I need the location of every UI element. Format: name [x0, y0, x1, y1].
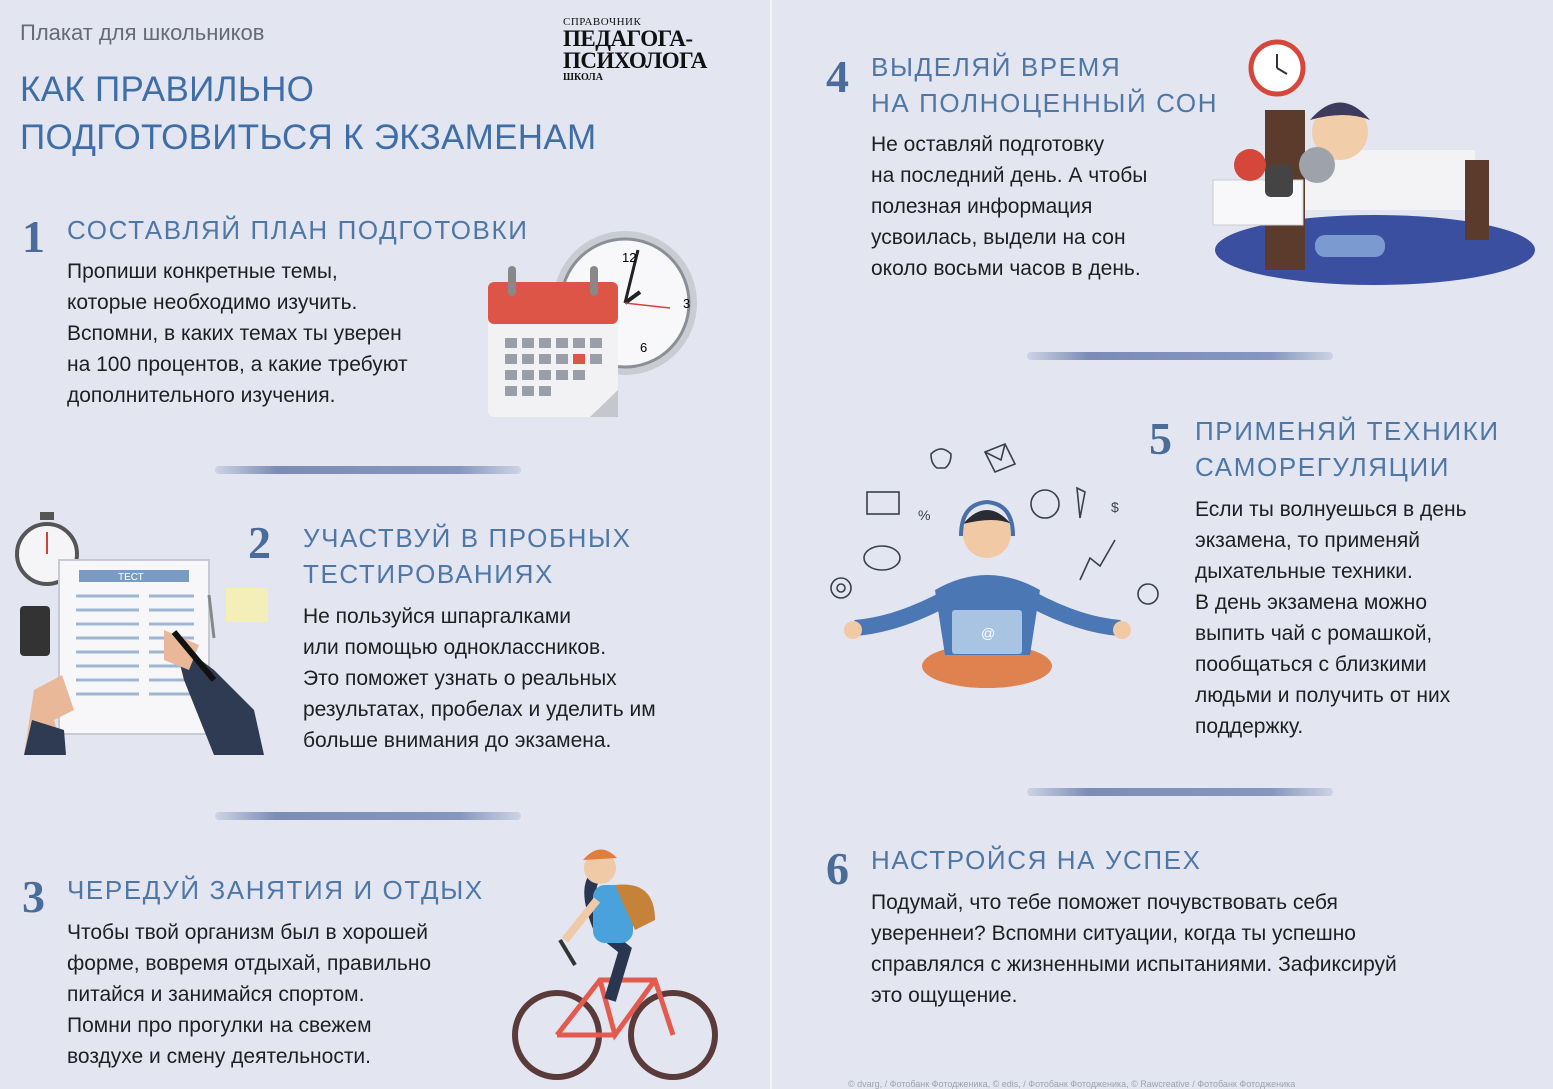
body-line: дополнительного изучения. — [67, 384, 336, 407]
bed-footboard — [1465, 160, 1489, 240]
body-line: Пропиши конкретные темы, — [67, 260, 338, 283]
publisher-logo — [563, 16, 707, 83]
section-2-number: 2 — [248, 517, 271, 568]
body-line: результатах, пробелах и уделить им — [303, 698, 656, 721]
section-1-body — [67, 256, 408, 411]
play-icon — [1138, 584, 1158, 604]
heading-line: ПРИМЕНЯЙ ТЕХНИКИ — [1195, 416, 1500, 446]
logo-line: СПРАВОЧНИК — [563, 16, 642, 28]
wall-clock-icon — [1251, 42, 1303, 94]
body-line: питайся и занимайся спортом. — [67, 983, 365, 1006]
section-6-body — [871, 887, 1397, 1011]
section-4-number: 4 — [826, 51, 849, 102]
envelope-icon — [985, 444, 1015, 472]
phone-icon — [20, 606, 50, 656]
section-6-heading — [871, 842, 1202, 878]
percent-icon: % — [918, 507, 931, 523]
body-line: на последний день. А чтобы — [871, 164, 1148, 187]
body-line: или помощью одноклассников. — [303, 636, 607, 659]
heading-line: ТЕСТИРОВАНИЯХ — [303, 559, 554, 589]
section-5-body — [1195, 494, 1467, 742]
heading-line: УЧАСТВУЙ В ПРОБНЫХ — [303, 523, 632, 553]
body-line: экзамена, то применяй — [1195, 529, 1421, 552]
logo-line: ШКОЛА — [563, 72, 603, 83]
logo-line: ПСИХОЛОГА — [563, 48, 707, 73]
test-sheet-label: ТЕСТ — [118, 572, 144, 583]
growth-chart-icon — [1080, 540, 1115, 580]
slippers-icon — [1315, 235, 1385, 257]
heading-line: НА ПОЛНОЦЕННЫЙ СОН — [871, 88, 1219, 118]
body-line: Это поможет узнать о реальных — [303, 667, 617, 690]
section-6-number: 6 — [826, 843, 849, 894]
sticky-note-icon — [226, 588, 268, 622]
monitor-icon — [867, 492, 899, 514]
body-line: воздухе и смену деятельности. — [67, 1045, 371, 1068]
body-line: Подумай, что тебе поможет почувствовать себя — [871, 891, 1338, 914]
meditation-illustration — [815, 440, 1145, 700]
body-line: поддержку. — [1195, 715, 1304, 738]
section-2-body — [303, 601, 656, 756]
heading-line: ЧЕРЕДУЙ ЗАНЯТИЯ И ОТДЫХ — [67, 875, 484, 905]
stopwatch-small-icon — [1031, 490, 1059, 518]
lightbulb-icon — [931, 449, 951, 468]
cyclist-illustration — [505, 840, 725, 1085]
heading-line: САМОРЕГУЛЯЦИИ — [1195, 452, 1451, 482]
body-line: увереннеи? Вспомни ситуации, когда ты успешно — [871, 922, 1356, 945]
body-line: Если ты волнуешься в день — [1195, 498, 1467, 521]
heading-line: СОСТАВЛЯЙ ПЛАН ПОДГОТОВКИ — [67, 215, 529, 245]
body-line: Не пользуйся шпаргалками — [303, 605, 571, 628]
svg-text:3: 3 — [683, 296, 691, 311]
body-line: людьми и получить от них — [1195, 684, 1451, 707]
body-line: это ощущение. — [871, 984, 1018, 1007]
section-1-heading — [67, 212, 529, 248]
sleeping-illustration — [1205, 40, 1545, 290]
body-line: усвоилась, выдели на сон — [871, 226, 1126, 249]
section-4-body — [871, 129, 1147, 284]
page-divider — [770, 0, 772, 1089]
heading-line: ВЫДЕЛЯЙ ВРЕМЯ — [871, 52, 1122, 82]
photo-credits: © dvarg, / Фотобанк Фотодженика, © edis, / Фотобанк Фотодженика, © Rawcreative / Фотобанк Фотодженика — [848, 1079, 1296, 1089]
logo-line: ПЕДАГОГА- — [563, 26, 693, 51]
section-5-number: 5 — [1149, 413, 1172, 464]
poster-subtitle: Плакат для школьников — [20, 20, 265, 45]
section-4-heading — [871, 49, 1218, 121]
alarm-clock-icon — [1234, 149, 1266, 181]
speech-bubble-icon — [864, 546, 900, 570]
heading-line: НАСТРОЙСЯ НА УСПЕХ — [871, 845, 1202, 875]
exclamation-icon — [1077, 488, 1085, 518]
body-line: которые необходимо изучить. — [67, 291, 358, 314]
body-line: около восьми часов в день. — [871, 257, 1141, 280]
poster-title-line: ПОДГОТОВИТЬСЯ К ЭКЗАМЕНАМ — [20, 118, 597, 157]
body-line: дыхательные техники. — [1195, 560, 1413, 583]
section-1-number: 1 — [22, 211, 45, 262]
test-taking-illustration — [14, 510, 274, 760]
section-divider — [1027, 788, 1333, 796]
section-3-heading — [67, 872, 484, 908]
poster-title — [20, 66, 596, 162]
section-3-number: 3 — [22, 871, 45, 922]
target-icon — [831, 578, 851, 598]
body-line: В день экзамена можно — [1195, 591, 1428, 614]
body-line: больше внимания до экзамена. — [303, 729, 612, 752]
section-divider — [1027, 352, 1333, 360]
body-line: форме, вовремя отдыхай, правильно — [67, 952, 432, 975]
body-line: пообщаться с близкими — [1195, 653, 1427, 676]
section-divider — [215, 812, 521, 820]
svg-text:6: 6 — [640, 340, 648, 355]
body-line: на 100 процентов, а какие требуют — [67, 353, 408, 376]
svg-text:12: 12 — [622, 250, 637, 265]
body-line: выпить чай с ромашкой, — [1195, 622, 1433, 645]
body-line: полезная информация — [871, 195, 1093, 218]
calendar-icon — [488, 266, 618, 417]
body-line: Помни про прогулки на свежем — [67, 1014, 372, 1037]
body-line: Вспомни, в каких темах ты уверен — [67, 322, 402, 345]
body-line: Не оставляй подготовку — [871, 133, 1105, 156]
laptop-symbol: @ — [981, 625, 996, 641]
section-divider — [215, 466, 521, 474]
section-5-heading — [1195, 413, 1500, 485]
body-line: справлялся с жизненными испытаниями. Зафиксируй — [871, 953, 1397, 976]
section-3-body — [67, 917, 431, 1072]
body-line: Чтобы твой организм был в хорошей — [67, 921, 429, 944]
dollar-icon: $ — [1111, 499, 1119, 515]
kettle-icon — [1265, 165, 1293, 197]
poster-title-line: КАК ПРАВИЛЬНО — [20, 70, 315, 109]
calendar-clock-illustration — [480, 230, 720, 430]
teddy-bear-icon — [1299, 147, 1335, 183]
section-2-heading — [303, 520, 632, 592]
